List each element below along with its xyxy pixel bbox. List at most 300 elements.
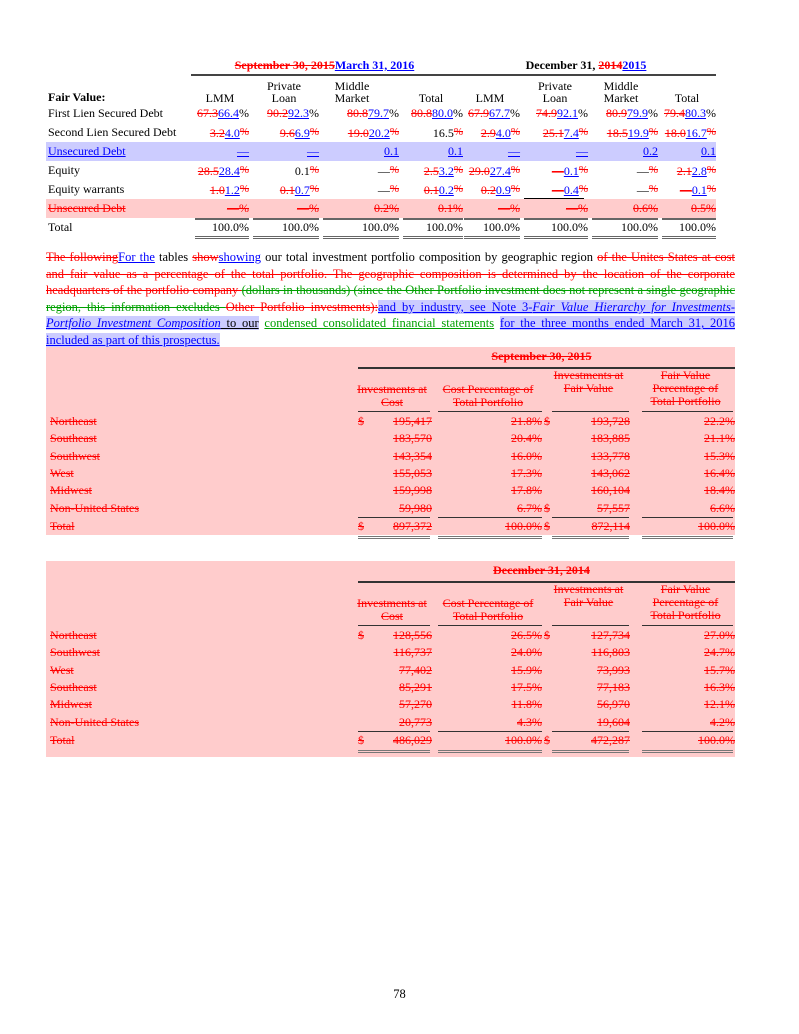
cell-value: [520, 180, 588, 200]
value-plain: 0.1: [294, 164, 310, 178]
value-inserted[interactable]: 67.7: [489, 106, 510, 120]
geo-table-row: [50, 518, 735, 535]
value-plain: 100.0%: [551, 220, 588, 234]
value-inserted[interactable]: —: [237, 144, 249, 158]
value-inserted[interactable]: 19.9: [627, 126, 649, 140]
cost-percent: 21.8%: [511, 414, 542, 428]
dollar-sign: $: [544, 628, 550, 642]
cell-value: [520, 123, 588, 143]
paragraph-segment: our total investment portfolio composition by geographic region: [261, 250, 598, 264]
cell-value: [460, 161, 520, 181]
col-header: LMM: [205, 91, 235, 105]
table-row: [46, 180, 716, 199]
col-header: Total: [418, 91, 444, 105]
total-top-rule: [524, 218, 588, 220]
value-deleted: —: [551, 183, 564, 197]
table-row: [46, 218, 716, 237]
total-bottom-rule: [195, 236, 249, 240]
value-inserted[interactable]: 0.1: [563, 164, 579, 178]
cell-value: [399, 218, 463, 237]
paragraph-segment[interactable]: showing: [218, 250, 262, 264]
cell-value: [460, 142, 520, 161]
value-inserted[interactable]: 0.7: [294, 183, 310, 197]
percent-sign: %: [510, 106, 520, 120]
value-inserted[interactable]: 0.9: [495, 183, 511, 197]
period2-inserted[interactable]: 2015: [622, 58, 647, 72]
value-inserted[interactable]: 7.4: [563, 126, 579, 140]
value-deleted: —%: [566, 201, 588, 215]
total-top-rule: [552, 517, 629, 518]
value-inserted[interactable]: 28.4: [218, 164, 240, 178]
period1-deleted: September 30, 2015: [234, 58, 335, 72]
value-inserted[interactable]: 27.4: [489, 164, 511, 178]
period2-prefix: December 31,: [525, 58, 599, 72]
value-inserted[interactable]: 6.9: [294, 126, 310, 140]
value-inserted[interactable]: 66.4: [218, 106, 239, 120]
region-label: Total: [50, 732, 75, 747]
col-header: LMM: [475, 91, 505, 105]
percent-sign: %: [706, 164, 716, 176]
value-deleted: —: [551, 164, 564, 178]
fair-value: 127,734: [591, 628, 630, 642]
geo-table-row: [50, 696, 735, 713]
cost-percent: 17.3%: [511, 465, 542, 480]
paragraph-segment: The following: [46, 250, 119, 264]
value-deleted: 1.0: [209, 183, 225, 197]
value-deleted: 0.1: [279, 183, 295, 197]
cost-percent: 6.7%: [517, 500, 542, 515]
value-inserted[interactable]: 79.7: [368, 106, 389, 120]
percent-sign: %: [453, 183, 463, 195]
cell-value: [399, 161, 463, 181]
total-bottom-rule: [552, 536, 629, 540]
cost-percent: 17.5%: [511, 679, 542, 694]
header-underline: [552, 411, 629, 412]
cell-value: [520, 218, 588, 237]
percent-sign: %: [578, 106, 588, 120]
cell-value: [460, 123, 520, 143]
cell-value: [520, 199, 588, 218]
column-header: Cost Percentage of Total Portfolio: [442, 382, 534, 409]
value-inserted[interactable]: 80.0: [432, 106, 453, 120]
cell-value: [319, 161, 399, 181]
paragraph-segment: Other Portfolio investments):: [225, 299, 378, 314]
fair-value: 77,183: [597, 679, 630, 694]
cell-value: [319, 218, 399, 237]
fair-value-percent: 21.1%: [704, 431, 735, 446]
total-bottom-rule: [358, 536, 430, 540]
region-label: Southwest: [50, 448, 101, 463]
cell-value: [588, 180, 658, 200]
row-label: Equity: [48, 163, 80, 177]
geo-table-row: [50, 430, 735, 447]
fair-value-table: [46, 58, 716, 237]
percent-sign: %: [648, 164, 658, 176]
total-top-rule: [403, 218, 463, 220]
col-header: Private Loan: [267, 79, 301, 105]
region-label: Southeast: [50, 431, 97, 446]
cost-percent: 4.3%: [517, 714, 542, 729]
cost-percent: 17.8%: [511, 483, 542, 498]
period1-inserted[interactable]: March 31, 2016: [334, 58, 415, 72]
paragraph-segment[interactable]: for the three months ended March 31, 2016 included as part of this prospectus.: [46, 316, 735, 347]
cell-value: [319, 180, 399, 200]
fair-value: 193,728: [591, 414, 630, 428]
value-inserted[interactable]: —: [307, 144, 319, 158]
value-plain: 100.0%: [483, 220, 520, 234]
value-deleted: 19.0: [347, 126, 369, 140]
col-header: Middle Market: [603, 79, 639, 105]
percent-sign: %: [389, 183, 399, 195]
percent-sign: %: [309, 126, 319, 138]
geo-table-row: [50, 482, 735, 499]
cost-value: 85,291: [399, 679, 432, 694]
value-deleted: —%: [498, 201, 520, 215]
value-inserted[interactable]: 79.9: [627, 106, 648, 120]
percent-sign: %: [239, 164, 249, 176]
value-inserted[interactable]: 0.1: [384, 144, 399, 158]
percent-sign: %: [453, 164, 463, 176]
paragraph-segment[interactable]: Fair Value Hierarchy for Investments-Portfolio Investment Composition: [46, 299, 735, 331]
percent-sign: %: [453, 106, 463, 120]
fair-value-percent: 16.4%: [704, 465, 735, 480]
percent-sign: %: [706, 126, 716, 138]
percent-sign: %: [453, 126, 463, 138]
value-deleted: 80.9: [606, 106, 627, 120]
value-inserted[interactable]: 20.2: [368, 126, 390, 140]
cell-value: [460, 104, 520, 123]
value-inserted[interactable]: —: [508, 144, 520, 158]
cost-percent: 26.5%: [511, 628, 542, 642]
value-plain: 100.0%: [282, 220, 319, 234]
row-label: Second Lien Secured Debt: [48, 125, 177, 139]
cell-value: [249, 218, 319, 237]
cost-percent: 16.0%: [511, 448, 542, 463]
value-plain: 100.0%: [362, 220, 399, 234]
percent-sign: %: [578, 183, 588, 195]
value-inserted[interactable]: 0.1: [691, 183, 707, 197]
column-header: Investments at Cost: [357, 382, 427, 409]
geo-table-row: [50, 679, 735, 696]
cell-value: [460, 199, 520, 218]
cost-percent: 100.0%: [505, 732, 542, 747]
fair-value: 73,993: [597, 662, 630, 677]
value-deleted: 67.9: [468, 106, 489, 120]
table-row: [46, 161, 716, 180]
value-inserted[interactable]: —: [576, 144, 588, 158]
cell-value: [588, 199, 658, 218]
cell-value: [520, 142, 588, 161]
cell-value: [319, 142, 399, 161]
cell-value: [249, 104, 319, 123]
cell-value: [191, 180, 249, 200]
percent-sign: %: [239, 106, 249, 120]
cell-value: [588, 104, 658, 123]
col-header: Total: [674, 91, 700, 105]
value-deleted: 29.0: [468, 164, 490, 178]
geo-table-row: [50, 500, 735, 517]
table-row: [46, 123, 716, 142]
total-bottom-rule: [438, 750, 542, 754]
cell-value: [658, 142, 716, 161]
percent-sign: %: [309, 164, 319, 176]
column-header: Fair Value Percentage of Total Portfolio: [650, 582, 721, 622]
value-inserted[interactable]: 4.0: [224, 126, 240, 140]
dollar-sign: $: [544, 732, 550, 747]
value-inserted[interactable]: 92.3: [288, 106, 309, 120]
value-inserted[interactable]: 16.7: [685, 126, 707, 140]
value-inserted[interactable]: 4.0: [495, 126, 511, 140]
value-deleted: 80.8: [411, 106, 432, 120]
percent-sign: %: [706, 106, 716, 120]
cell-value: [399, 104, 463, 123]
total-bottom-rule: [592, 236, 658, 240]
percent-sign: %: [309, 183, 319, 195]
value-inserted[interactable]: 0.2: [438, 183, 454, 197]
cost-value: 77,402: [399, 662, 432, 677]
fair-value: 133,778: [591, 448, 630, 463]
cell-value: [191, 123, 249, 143]
fair-value-percent: 22.2%: [704, 414, 735, 428]
cell-value: [249, 161, 319, 181]
value-deleted: 18.0: [664, 126, 686, 140]
cell-value: [460, 218, 520, 237]
paragraph-segment[interactable]: For the: [118, 250, 155, 264]
value-deleted: 0.2%: [374, 201, 399, 215]
value-deleted: 2.1: [676, 164, 692, 178]
paragraph-segment: show: [192, 250, 219, 264]
total-top-rule: [662, 218, 716, 220]
period-header-2: [456, 58, 716, 73]
total-top-rule: [552, 731, 629, 732]
region-label: West: [50, 662, 74, 677]
dollar-sign: $: [358, 732, 364, 747]
dollar-sign: $: [544, 500, 550, 515]
cost-percent: 11.8%: [511, 697, 542, 712]
cell-value: [319, 104, 399, 123]
total-bottom-rule: [403, 236, 463, 240]
cost-value: 57,270: [399, 697, 432, 712]
header-underline: [358, 625, 430, 626]
fair-value: 57,557: [597, 500, 630, 515]
value-inserted[interactable]: 0.1: [701, 144, 716, 158]
fair-value: 160,104: [591, 483, 630, 498]
percent-sign: %: [510, 183, 520, 195]
value-plain: —: [636, 183, 649, 197]
cost-value: 128,556: [393, 628, 432, 642]
cell-value: [588, 142, 658, 161]
geo-table-dec-2014: [46, 561, 735, 757]
value-inserted[interactable]: 92.1: [557, 106, 578, 120]
cost-value: 116,737: [393, 645, 432, 660]
cell-value: [319, 123, 399, 143]
value-inserted[interactable]: 2.8: [691, 164, 707, 178]
value-deleted: —%: [297, 201, 319, 215]
row-label[interactable]: Unsecured Debt: [48, 144, 126, 158]
value-inserted[interactable]: 0.1: [448, 144, 463, 158]
fair-value: 116,803: [591, 645, 630, 660]
percent-sign: %: [309, 106, 319, 120]
cell-value: [658, 218, 716, 237]
percent-sign: %: [239, 126, 249, 138]
percent-sign: %: [578, 164, 588, 176]
dollar-sign: $: [544, 518, 550, 533]
geo-table-row: [50, 465, 735, 482]
value-deleted: 0.2: [480, 183, 496, 197]
fair-value-percent: 15.3%: [704, 448, 735, 463]
column-header: Investments at Fair Value: [553, 368, 624, 395]
paragraph-segment: tables: [154, 250, 193, 264]
fair-value: 56,970: [597, 697, 630, 712]
value-plain: 16.5: [432, 126, 454, 140]
percent-sign: %: [648, 126, 658, 138]
cost-value: 159,998: [393, 483, 432, 498]
dollar-sign: $: [358, 414, 364, 428]
value-deleted: 2.5: [423, 164, 439, 178]
paragraph-segment[interactable]: condensed consolidated financial statements: [264, 316, 495, 331]
cell-value: [588, 123, 658, 143]
total-bottom-rule: [662, 236, 716, 240]
cell-value: [658, 104, 716, 123]
value-deleted: 9.6: [279, 126, 295, 140]
region-label: Southwest: [50, 645, 101, 660]
cell-value: [249, 199, 319, 218]
region-label: Total: [50, 518, 75, 533]
value-deleted: 0.1%: [438, 201, 463, 215]
table-row: [46, 142, 716, 161]
value-deleted: 90.2: [267, 106, 288, 120]
region-label: Northeast: [50, 628, 97, 642]
header-underline: [552, 625, 629, 626]
value-deleted: 28.5: [197, 164, 219, 178]
header-underline: [358, 411, 430, 412]
fair-value: 183,885: [591, 431, 630, 446]
row-header-label: Fair Value:: [48, 90, 106, 104]
value-deleted: 79.4: [664, 106, 685, 120]
percent-sign: %: [239, 183, 249, 195]
value-inserted[interactable]: 3.2: [438, 164, 454, 178]
geo-table-title: December 31, 2014: [493, 563, 590, 577]
cost-percent: 24.0%: [511, 645, 542, 660]
column-header: Investments at Fair Value: [553, 582, 624, 609]
value-deleted: 67.3: [197, 106, 218, 120]
percent-sign: %: [578, 126, 588, 138]
cell-value: [399, 142, 463, 161]
value-deleted: 0.5%: [691, 201, 716, 215]
percent-sign: %: [510, 164, 520, 176]
value-deleted: —: [679, 183, 692, 197]
percent-sign: %: [389, 164, 399, 176]
value-inserted[interactable]: 1.2: [224, 183, 240, 197]
value-inserted[interactable]: 80.3: [685, 106, 706, 120]
value-deleted: 18.5: [606, 126, 628, 140]
total-top-rule: [438, 731, 542, 732]
cost-value: 59,980: [399, 500, 432, 515]
geo-table-row: [50, 644, 735, 661]
total-bottom-rule: [642, 750, 733, 754]
cost-value: 155,053: [393, 465, 432, 480]
total-bottom-rule: [464, 236, 520, 240]
cost-percent: 15.9%: [511, 662, 542, 677]
total-bottom-rule: [552, 750, 629, 754]
column-header: Fair Value Percentage of Total Portfolio: [650, 368, 721, 408]
fair-value-percent: 6.6%: [710, 500, 735, 515]
header-underline: [642, 411, 733, 412]
column-header: Cost Percentage of Total Portfolio: [442, 596, 534, 623]
cell-value: [191, 142, 249, 161]
period-header-1: [186, 58, 463, 73]
region-label: Northeast: [50, 414, 97, 428]
total-top-rule: [464, 218, 520, 220]
value-plain: 100.0%: [426, 220, 463, 234]
col-header: Private Loan: [538, 79, 572, 105]
region-label: Midwest: [50, 483, 92, 498]
cell-value: [249, 123, 319, 143]
fair-value-percent: 24.7%: [704, 645, 735, 660]
total-bottom-rule: [524, 236, 588, 240]
header-underline: [642, 625, 733, 626]
row-label: Total: [48, 220, 73, 234]
cell-value: [191, 161, 249, 181]
header-underline: [438, 625, 542, 626]
fair-value: 143,062: [591, 465, 630, 480]
fair-value-percent: 15.7%: [704, 662, 735, 677]
value-plain: —: [377, 164, 390, 178]
cell-value: [658, 199, 716, 218]
cell-value: [191, 218, 249, 237]
total-bottom-rule: [323, 236, 399, 240]
value-deleted: 74.9: [536, 106, 557, 120]
cost-value: 20,773: [399, 714, 432, 729]
geo-table-row: [50, 448, 735, 465]
geo-table-row: [50, 714, 735, 731]
value-plain: 100.0%: [621, 220, 658, 234]
geo-table-title: September 30, 2015: [491, 349, 592, 363]
cell-value: [249, 180, 319, 200]
cost-percent: 20.4%: [511, 431, 542, 446]
total-top-rule: [642, 517, 733, 518]
cell-value: [249, 142, 319, 161]
total-top-rule: [358, 731, 430, 732]
total-top-rule: [323, 218, 399, 220]
value-inserted[interactable]: 0.2: [643, 144, 658, 158]
cost-value: 195,417: [393, 414, 432, 428]
dollar-sign: $: [358, 518, 364, 533]
fair-value: 19,604: [597, 714, 630, 729]
percent-sign: %: [389, 106, 399, 120]
percent-sign: %: [510, 126, 520, 138]
cell-value: [319, 199, 399, 218]
cell-value: [588, 218, 658, 237]
value-deleted: 0.1: [423, 183, 439, 197]
value-inserted[interactable]: 0.4: [563, 183, 579, 197]
total-bottom-rule: [253, 236, 319, 240]
cell-value: [399, 199, 463, 218]
value-plain: 100.0%: [679, 220, 716, 234]
paragraph-segment[interactable]: and by industry, see Note 3-: [378, 299, 533, 314]
column-header: Investments at Cost: [357, 596, 427, 623]
cell-value: [658, 161, 716, 181]
cell-value: [399, 180, 463, 200]
total-top-rule: [592, 218, 658, 220]
fair-value-percent: 12.1%: [704, 697, 735, 712]
column-header-row: [46, 76, 716, 104]
cell-value: [399, 123, 463, 143]
fair-value-percent: 4.2%: [710, 714, 735, 729]
total-bottom-rule: [358, 750, 430, 754]
cell-value: [658, 123, 716, 143]
header-underline: [438, 411, 542, 412]
